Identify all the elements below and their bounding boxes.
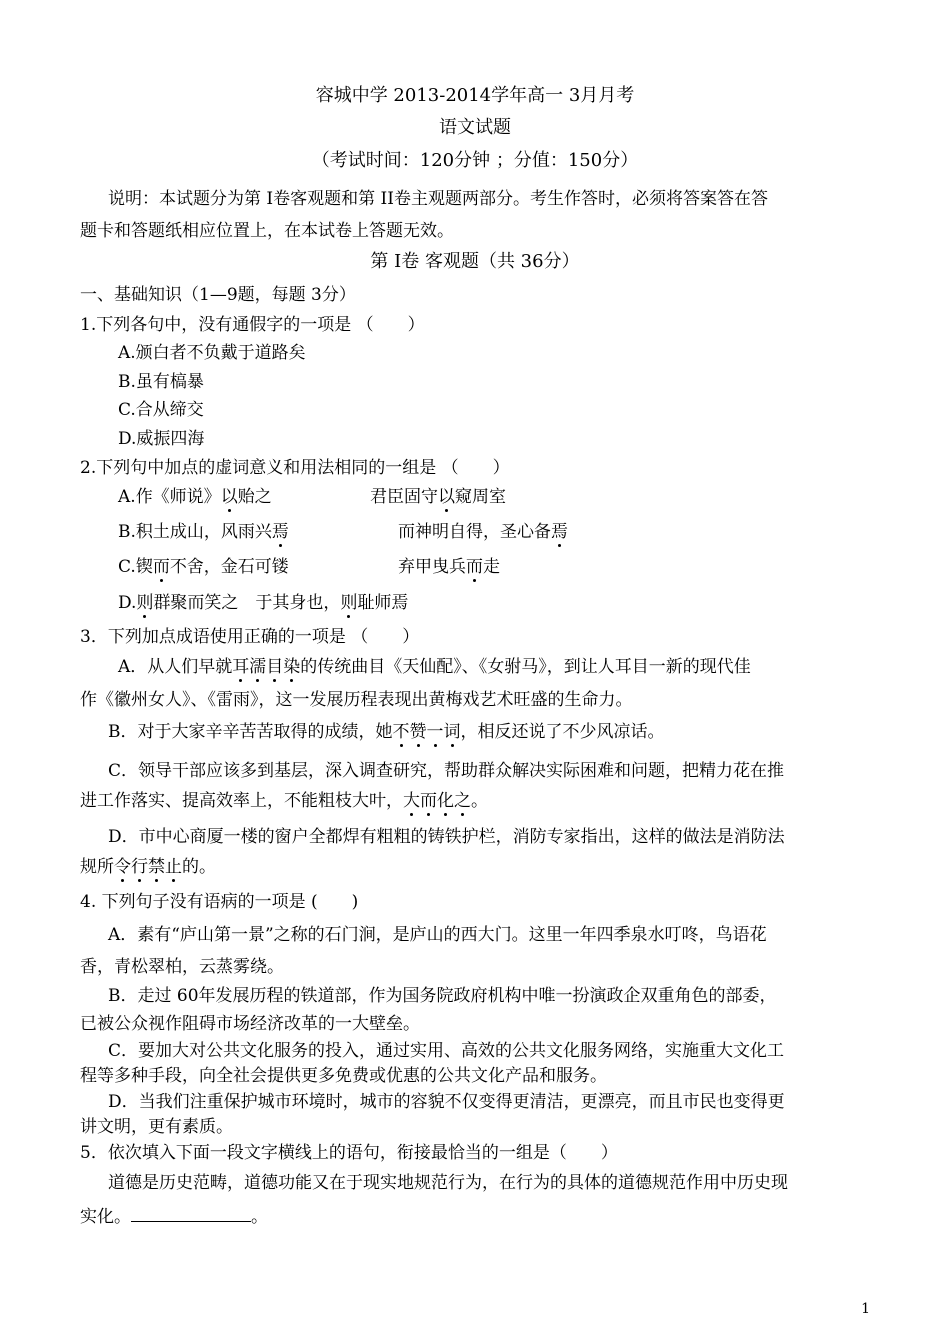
q5-stem: 5．依次填入下面一段文字横线上的语句，衔接最恰当的一组是（ ）	[80, 1143, 618, 1163]
q3-b-text-pre: B．对于大家辛辛苦苦取得的成绩，她	[108, 722, 393, 742]
q3-a-dotted-char: 目	[266, 657, 284, 677]
q4-option-d-line-2: 讲文明，更有素质。	[80, 1117, 233, 1137]
instructions-line-2: 题卡和答题纸相应位置上，在本试卷上答题无效。	[80, 221, 454, 241]
q3-d-dotted-char: 令	[114, 857, 131, 877]
q2-option-a-right	[370, 486, 506, 508]
q3-option-a-line-2: 作《徽州女人》、《雷雨》，这一发展历程表现出黄梅戏艺术旺盛的生命力。	[80, 690, 633, 710]
q2-a-text-2: 贻之	[237, 487, 272, 507]
exam-subject: 语文试题	[439, 117, 511, 138]
page-number: 1	[861, 1301, 870, 1317]
q3-c-dotted-char: 大	[403, 791, 420, 811]
q3-option-d-line-2	[80, 856, 216, 878]
q5-passage-line-1: 道德是历史范畴，道德功能又在于现实地规范行为，在行为的具体的道德规范作用中历史现	[108, 1173, 788, 1193]
q5-text-post: 。	[251, 1207, 268, 1227]
q2-b-label: B.	[118, 522, 136, 542]
q2-c-text-1: 锲	[135, 557, 153, 577]
q3-a-dotted-char: 染	[283, 657, 301, 677]
q4-stem: 4. 下列句子没有语病的一项是 ( )	[80, 892, 359, 912]
q2-d-right-dotted-word: 则	[340, 593, 358, 613]
q2-option-c-left	[118, 556, 289, 578]
q3-option-c-line-2	[80, 790, 488, 812]
q3-d-text-pre: 规所	[80, 857, 114, 877]
q4-option-d-line-1: D．当我们注重保护城市环境时，城市的容貌不仅变得更清洁，更漂亮，而且市民也变得更	[108, 1092, 785, 1112]
q2-d-text-2: 群聚而笑之 于其身也，	[153, 593, 341, 613]
q2-a-dotted-word: 以	[220, 487, 238, 507]
q3-option-a-line-1	[118, 656, 751, 678]
q2-c-right-text-1: 弃甲曳兵	[398, 557, 466, 577]
q3-option-c-line-1: C．领导干部应该多到基层，深入调查研究，帮助群众解决实际困难和问题，把精力花在推	[108, 761, 785, 781]
q3-a-dotted-char: 耳	[232, 657, 250, 677]
q3-c-dotted-char: 而	[420, 791, 437, 811]
q3-d-dotted-char: 行	[131, 857, 148, 877]
q2-b-text-1: 积土成山，风雨兴	[135, 522, 272, 542]
q3-b-text-post: ，相反还说了不少风凉话。	[460, 722, 665, 742]
q5-passage-line-2	[80, 1205, 268, 1228]
q1-option-d: D.威振四海	[118, 429, 205, 449]
q2-d-label: D.	[118, 593, 137, 613]
q3-b-dotted-char: 赞	[409, 722, 427, 742]
q4-option-a-line-2: 香，青松翠柏，云蒸雾绕。	[80, 957, 284, 977]
q2-c-right-text-2: 走	[483, 557, 500, 577]
q3-stem: 3．下列加点成语使用正确的一项是 （ ）	[80, 627, 420, 647]
q1-option-c: C.合从缔交	[118, 400, 204, 420]
q2-option-c-right	[398, 556, 500, 578]
q2-option-d	[118, 592, 408, 614]
q2-a-right-dotted-word: 以	[438, 487, 455, 507]
q2-c-text-2: 不舍，金石可镂	[169, 557, 289, 577]
q3-option-d-line-1: D．市中心商厦一楼的窗户全都焊有粗粗的铸铁护栏，消防专家指出，这样的做法是消防法	[108, 827, 785, 847]
volume1-title: 第 I卷 客观题（共 36分）	[370, 251, 580, 272]
q2-stem: 2.下列句中加点的虚词意义和用法相同的一组是 （ ）	[80, 458, 510, 478]
q3-a-dotted-char: 濡	[249, 657, 267, 677]
exam-title: 容城中学 2013-2014学年高一 3月月考	[315, 85, 635, 106]
q1-option-a: A.颁白者不负戴于道路矣	[118, 343, 306, 363]
q4-option-b-line-2: 已被公众视作阻碍市场经济改革的一大壁垒。	[80, 1014, 420, 1034]
q2-a-right-text-1: 君臣固守	[370, 487, 438, 507]
q2-option-b-right	[398, 521, 568, 543]
q3-option-b	[108, 721, 665, 743]
q2-b-right-text-1: 而神明自得，圣心备	[398, 522, 551, 542]
q3-d-dotted-char: 止	[165, 857, 182, 877]
q2-d-right-text-2: 耻师焉	[357, 593, 409, 613]
q2-a-label: A.	[118, 487, 136, 507]
q5-fill-blank[interactable]	[131, 1205, 251, 1222]
q3-a-text-pre: A．从人们早就	[118, 657, 233, 677]
q5-text-pre: 实化。	[80, 1207, 131, 1227]
q3-a-text-post: 的传统曲目《天仙配》、《女驸马》，到让人耳目一新的现代佳	[300, 657, 751, 677]
q1-option-b: B.虽有槁暴	[118, 372, 204, 392]
q2-a-text-1: 作《师说》	[135, 487, 221, 507]
q3-d-text-post: 的。	[182, 857, 216, 877]
section1-title: 一、基础知识（1—9题，每题 3分）	[80, 285, 356, 305]
q2-option-b-left	[118, 521, 289, 543]
q2-d-dotted-word: 则	[136, 593, 154, 613]
q3-c-dotted-char: 化	[437, 791, 454, 811]
q3-b-dotted-char: 词	[443, 722, 461, 742]
q2-a-right-text-2: 窥周室	[455, 487, 506, 507]
q2-c-label: C.	[118, 557, 136, 577]
exam-info: （考试时间：120分钟 ；分值：150分）	[311, 150, 639, 171]
q3-c-dotted-char: 之	[454, 791, 471, 811]
q4-option-c-line-2: 程等多种手段，向全社会提供更多免费或优惠的公共文化产品和服务。	[80, 1066, 607, 1086]
q4-option-b-line-1: B．走过 60年发展历程的铁道部，作为国务院政府机构中唯一扮演政企双重角色的部委，	[108, 986, 777, 1006]
q2-b-right-dotted-word: 焉	[551, 522, 568, 542]
q3-d-dotted-char: 禁	[148, 857, 165, 877]
q4-option-c-line-1: C．要加大对公共文化服务的投入，通过实用、高效的公共文化服务网络，实施重大文化工	[108, 1041, 785, 1061]
q3-c-text-post: 。	[471, 791, 488, 811]
q2-b-dotted-word: 焉	[271, 522, 289, 542]
q3-b-dotted-char: 不	[392, 722, 410, 742]
q3-b-dotted-char: 一	[426, 722, 444, 742]
q1-stem: 1.下列各句中，没有通假字的一项是 （ ）	[80, 315, 425, 335]
q2-c-dotted-word: 而	[152, 557, 170, 577]
q3-c-text-pre: 进工作落实、提高效率上，不能粗枝大叶，	[80, 791, 403, 811]
q2-option-a-left	[118, 486, 272, 508]
q4-option-a-line-1: A．素有“庐山第一景”之称的石门涧，是庐山的西大门。这里一年四季泉水叮咚，鸟语花	[108, 925, 767, 945]
q2-c-right-dotted-word: 而	[466, 557, 483, 577]
instructions-line-1: 说明：本试题分为第 I卷客观题和第 II卷主观题两部分。考生作答时，必须将答案答在答	[108, 189, 768, 209]
